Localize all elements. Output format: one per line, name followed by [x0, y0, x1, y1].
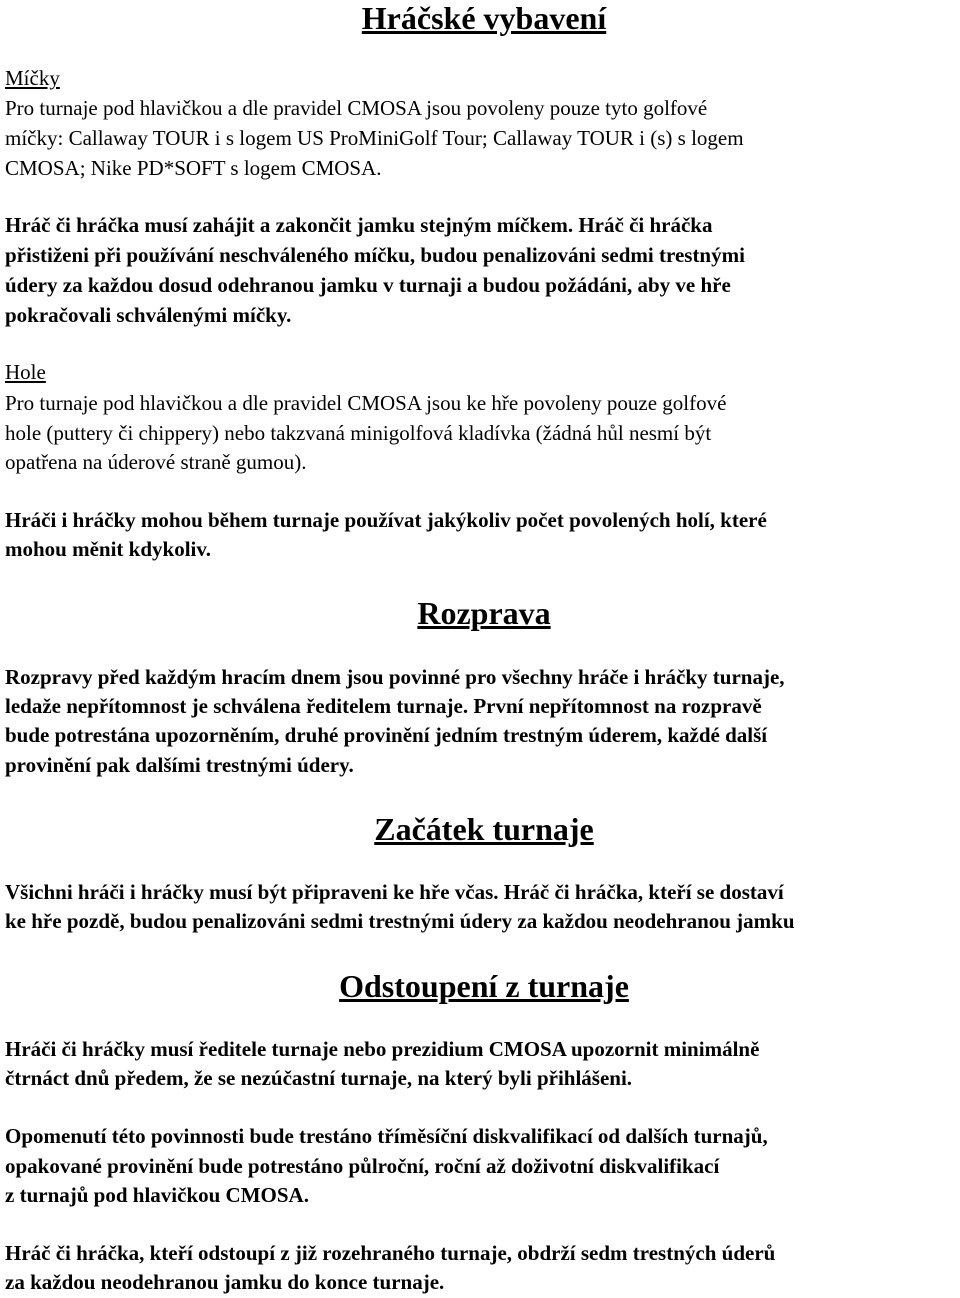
balls-usage-line: Hráč či hráčka musí zahájit a zakončit jamku stejným míčkem. Hráč či hráčka	[5, 213, 713, 237]
briefing-line: provinění pak dalšími trestnými údery.	[5, 753, 354, 777]
balls-rules-line: Pro turnaje pod hlavičkou a dle pravidel CMOSA jsou povoleny pouze tyto golfové	[5, 96, 708, 120]
withdrawal-penalty-line: Opomenutí této povinnosti bude trestáno tříměsíční diskvalifikací od dalších turnajů,	[5, 1124, 768, 1148]
withdrawal-heading: Odstoupení z turnaje	[339, 968, 629, 1004]
clubs-usage-line: mohou měnit kdykoliv.	[5, 537, 211, 561]
start-line: ke hře pozdě, budou penalizováni sedmi trestnými údery za každou neodehranou jamku	[5, 909, 795, 933]
withdrawal-penalty-line: z turnajů pod hlavičkou CMOSA.	[5, 1183, 309, 1207]
withdrawal-notice-line: Hráči či hráčky musí ředitele turnaje nebo prezidium CMOSA upozornit minimálně	[5, 1037, 760, 1061]
briefing-line: bude potrestána upozorněním, druhé provinění jedním trestným úderem, každé další	[5, 723, 768, 747]
briefing-heading: Rozprava	[417, 595, 551, 631]
balls-rules-line: míčky: Callaway TOUR i s logem US ProMiniGolf Tour; Callaway TOUR i (s) s logem	[5, 126, 744, 150]
withdrawal-penalty-line: opakované provinění bude potrestáno půlroční, roční až doživotní diskvalifikací	[5, 1154, 720, 1178]
withdrawal-late-line: za každou neodehranou jamku do konce turnaje.	[5, 1270, 445, 1294]
withdrawal-late-line: Hráč či hráčka, kteří odstoupí z již rozehraného turnaje, obdrží sedm trestných úderů	[5, 1241, 776, 1265]
clubs-rules-line: hole (puttery či chippery) nebo takzvaná minigolfová kladívka (žádná hůl nesmí být	[5, 421, 712, 445]
briefing-line: Rozpravy před každým hracím dnem jsou povinné pro všechny hráče i hráčky turnaje,	[5, 665, 785, 689]
briefing-line: ledaže nepřítomnost je schválena ředitelem turnaje. První nepřítomnost na rozpravě	[5, 694, 762, 718]
clubs-rules-line: Pro turnaje pod hlavičkou a dle pravidel CMOSA jsou ke hře povoleny pouze golfové	[5, 391, 727, 415]
balls-usage-line: údery za každou dosud odehranou jamku v turnaji a budou požádáni, aby ve hře	[5, 273, 731, 297]
balls-heading: Míčky	[5, 66, 60, 90]
balls-usage-line: pokračovali schválenými míčky.	[5, 303, 292, 327]
clubs-usage-line: Hráči i hráčky mohou během turnaje používat jakýkoliv počet povolených holí, které	[5, 508, 767, 532]
balls-rules-line: CMOSA; Nike PD*SOFT s logem CMOSA.	[5, 156, 382, 180]
clubs-rules-line: opatřena na úderové straně gumou).	[5, 450, 307, 474]
page-title: Hráčské vybavení	[361, 0, 607, 36]
start-heading: Začátek turnaje	[374, 811, 594, 847]
withdrawal-notice-line: čtrnáct dnů předem, že se nezúčastní turnaje, na který byli přihlášeni.	[5, 1066, 633, 1090]
start-line: Všichni hráči i hráčky musí být připraveni ke hře včas. Hráč či hráčka, kteří se dostaví	[5, 880, 784, 904]
balls-usage-line: přistiženi při používání neschváleného míčku, budou penalizováni sedmi trestnými	[5, 243, 745, 267]
clubs-heading: Hole	[5, 360, 46, 384]
